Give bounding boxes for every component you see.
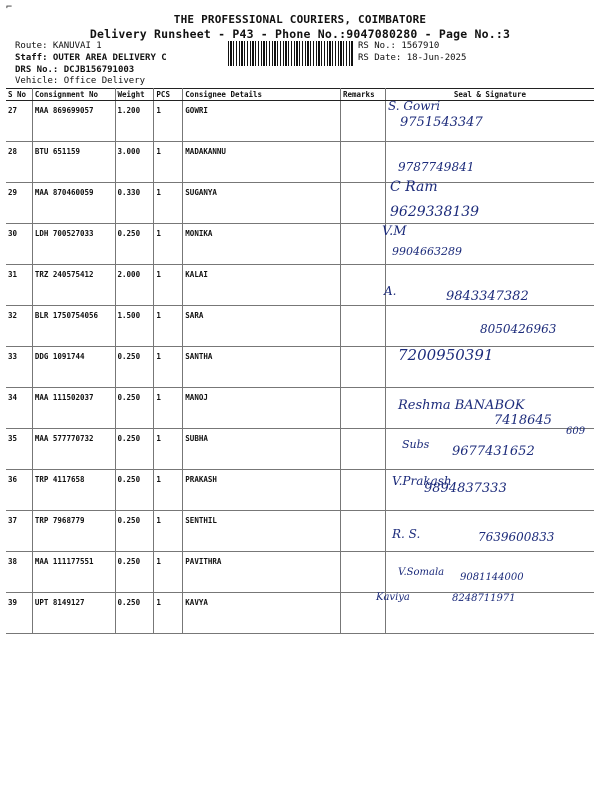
row-consignee: MANOJ	[183, 388, 341, 429]
row-weight: 1.500	[115, 306, 154, 347]
row-consignment-no: MAA 111502037	[32, 388, 115, 429]
row-sno: 31	[6, 265, 32, 306]
row-signature	[385, 224, 594, 265]
row-pcs: 1	[154, 511, 183, 552]
row-consignment-no: TRZ 240575412	[32, 265, 115, 306]
row-remarks	[340, 429, 385, 470]
table-row	[6, 347, 594, 388]
handwriting-row35: Subs	[402, 438, 430, 451]
row-consignment-no: LDH 700527033	[32, 224, 115, 265]
handwritten-phone: 7639600833	[478, 530, 555, 544]
row-sno: 38	[6, 552, 32, 593]
row-consignee: SUBHA	[183, 429, 341, 470]
row-weight: 0.250	[115, 470, 154, 511]
row-weight: 0.250	[115, 347, 154, 388]
row-sno: 36	[6, 470, 32, 511]
handwriting-row30: V.M	[382, 224, 407, 239]
row-weight: 0.250	[115, 224, 154, 265]
row-consignee: KAVYA	[183, 593, 341, 634]
handwritten-phone: 9787749841	[398, 160, 475, 174]
row-pcs: 1	[154, 593, 183, 634]
rs-date: RS Date: 18-Jun-2025	[358, 53, 467, 63]
handwriting-row39: Kaviya	[376, 592, 410, 603]
row-consignment-no: MAA 111177551	[32, 552, 115, 593]
handwriting-row27: S. Gowri	[388, 99, 441, 113]
row-remarks	[340, 388, 385, 429]
row-consignment-no: BLR 1750754056	[32, 306, 115, 347]
row-sno: 33	[6, 347, 32, 388]
handwritten-phone: 9843347382	[446, 289, 529, 304]
row-remarks	[340, 511, 385, 552]
row-remarks	[340, 183, 385, 224]
row-remarks	[340, 552, 385, 593]
row-sno: 28	[6, 142, 32, 183]
row-remarks	[340, 306, 385, 347]
handwriting-row38: V.Somala	[398, 567, 445, 578]
handwritten-phone: 9081144000	[460, 572, 524, 583]
row-remarks	[340, 265, 385, 306]
handwriting-row34: Reshma BANABOK	[398, 398, 525, 413]
barcode	[228, 41, 353, 66]
row-weight: 1.200	[115, 101, 154, 142]
row-weight: 0.250	[115, 388, 154, 429]
col-signature: Seal & Signature	[385, 89, 594, 101]
handwritten-phone: 9629338139	[390, 204, 480, 220]
row-pcs: 1	[154, 183, 183, 224]
faded-stamp	[395, 555, 585, 571]
row-weight: 3.000	[115, 142, 154, 183]
row-consignee: PRAKASH	[183, 470, 341, 511]
row-pcs: 1	[154, 224, 183, 265]
table-row	[6, 183, 594, 224]
col-weight: Weight	[115, 89, 154, 101]
row-sno: 27	[6, 101, 32, 142]
row-weight: 0.250	[115, 552, 154, 593]
handwriting-row37: R. S.	[392, 527, 421, 541]
row-consignee: MADAKANNU	[183, 142, 341, 183]
row-sno: 29	[6, 183, 32, 224]
row-pcs: 1	[154, 347, 183, 388]
vehicle-label: Vehicle: Office Delivery	[15, 76, 146, 86]
runsheet-subtitle: Delivery Runsheet - P43 - Phone No.:9047080280 - Page No.:3	[89, 27, 511, 41]
row-pcs: 1	[154, 101, 183, 142]
row-sno: 32	[6, 306, 32, 347]
row-sno: 30	[6, 224, 32, 265]
handwritten-phone: 8248711971	[452, 593, 516, 604]
row-weight: 2.000	[115, 265, 154, 306]
handwritten-phone: 9894837333	[424, 481, 507, 496]
table-row	[6, 101, 594, 142]
handwritten-phone: 7200950391	[398, 346, 494, 364]
row-consignment-no: UPT 8149127	[32, 593, 115, 634]
handwritten-phone: 9904663289	[392, 245, 462, 258]
row-weight: 0.250	[115, 593, 154, 634]
row-pcs: 1	[154, 306, 183, 347]
row-remarks	[340, 224, 385, 265]
table-row	[6, 142, 594, 183]
row-consignment-no: TRP 4117658	[32, 470, 115, 511]
row-consignee: SUGANYA	[183, 183, 341, 224]
row-sno: 37	[6, 511, 32, 552]
row-pcs: 1	[154, 142, 183, 183]
row-consignment-no: DDG 1091744	[32, 347, 115, 388]
handwritten-phone: 7418645	[494, 413, 552, 428]
handwritten-phone: 9677431652	[452, 444, 535, 459]
company-title: THE PROFESSIONAL COURIERS, COIMBATORE	[173, 13, 427, 26]
col-remarks: Remarks	[340, 89, 385, 101]
row-consignee: SENTHIL	[183, 511, 341, 552]
handwritten-phone: 9751543347	[400, 115, 483, 130]
row-consignment-no: BTU 651159	[32, 142, 115, 183]
table-header-row	[6, 89, 594, 101]
row-consignment-no: MAA 577770732	[32, 429, 115, 470]
handwriting-row29: C Ram	[390, 179, 438, 195]
row-weight: 0.250	[115, 429, 154, 470]
col-consignment: Consignment No	[32, 89, 115, 101]
row-remarks	[340, 347, 385, 388]
row-consignment-no: TRP 7968779	[32, 511, 115, 552]
row-consignment-no: MAA 870460059	[32, 183, 115, 224]
row-pcs: 1	[154, 552, 183, 593]
corner-mark: ⌐	[6, 2, 13, 13]
row-pcs: 1	[154, 470, 183, 511]
row-weight: 0.250	[115, 511, 154, 552]
drs-number: DRS No.: DCJB156791003	[15, 65, 135, 75]
row-pcs: 1	[154, 429, 183, 470]
row-consignment-no: MAA 869699057	[32, 101, 115, 142]
row-consignee: GOWRI	[183, 101, 341, 142]
row-sno: 34	[6, 388, 32, 429]
staff-label: Staff: OUTER AREA DELIVERY C	[15, 53, 167, 63]
row-consignee: PAVITHRA	[183, 552, 341, 593]
row-remarks	[340, 101, 385, 142]
col-consignee: Consignee Details	[183, 89, 341, 101]
row-sno: 35	[6, 429, 32, 470]
row-consignee: KALAI	[183, 265, 341, 306]
route-label: Route: KANUVAI 1	[15, 41, 102, 51]
col-sno: S No	[6, 89, 32, 101]
row-pcs: 1	[154, 388, 183, 429]
row-consignee: MONIKA	[183, 224, 341, 265]
row-remarks	[340, 142, 385, 183]
runsheet-table	[6, 88, 594, 634]
row-consignee: SANTHA	[183, 347, 341, 388]
table-row	[6, 224, 594, 265]
handwriting-row34-extra: 609	[566, 426, 586, 437]
row-consignee: SARA	[183, 306, 341, 347]
handwriting-row31: A.	[384, 284, 397, 298]
row-pcs: 1	[154, 265, 183, 306]
row-sno: 39	[6, 593, 32, 634]
handwritten-phone: 8050426963	[480, 322, 557, 336]
handwriting-row36: V.Prakash	[392, 474, 452, 488]
row-remarks	[340, 470, 385, 511]
col-pcs: PCS	[154, 89, 183, 101]
rs-number: RS No.: 1567910	[358, 41, 440, 51]
row-weight: 0.330	[115, 183, 154, 224]
